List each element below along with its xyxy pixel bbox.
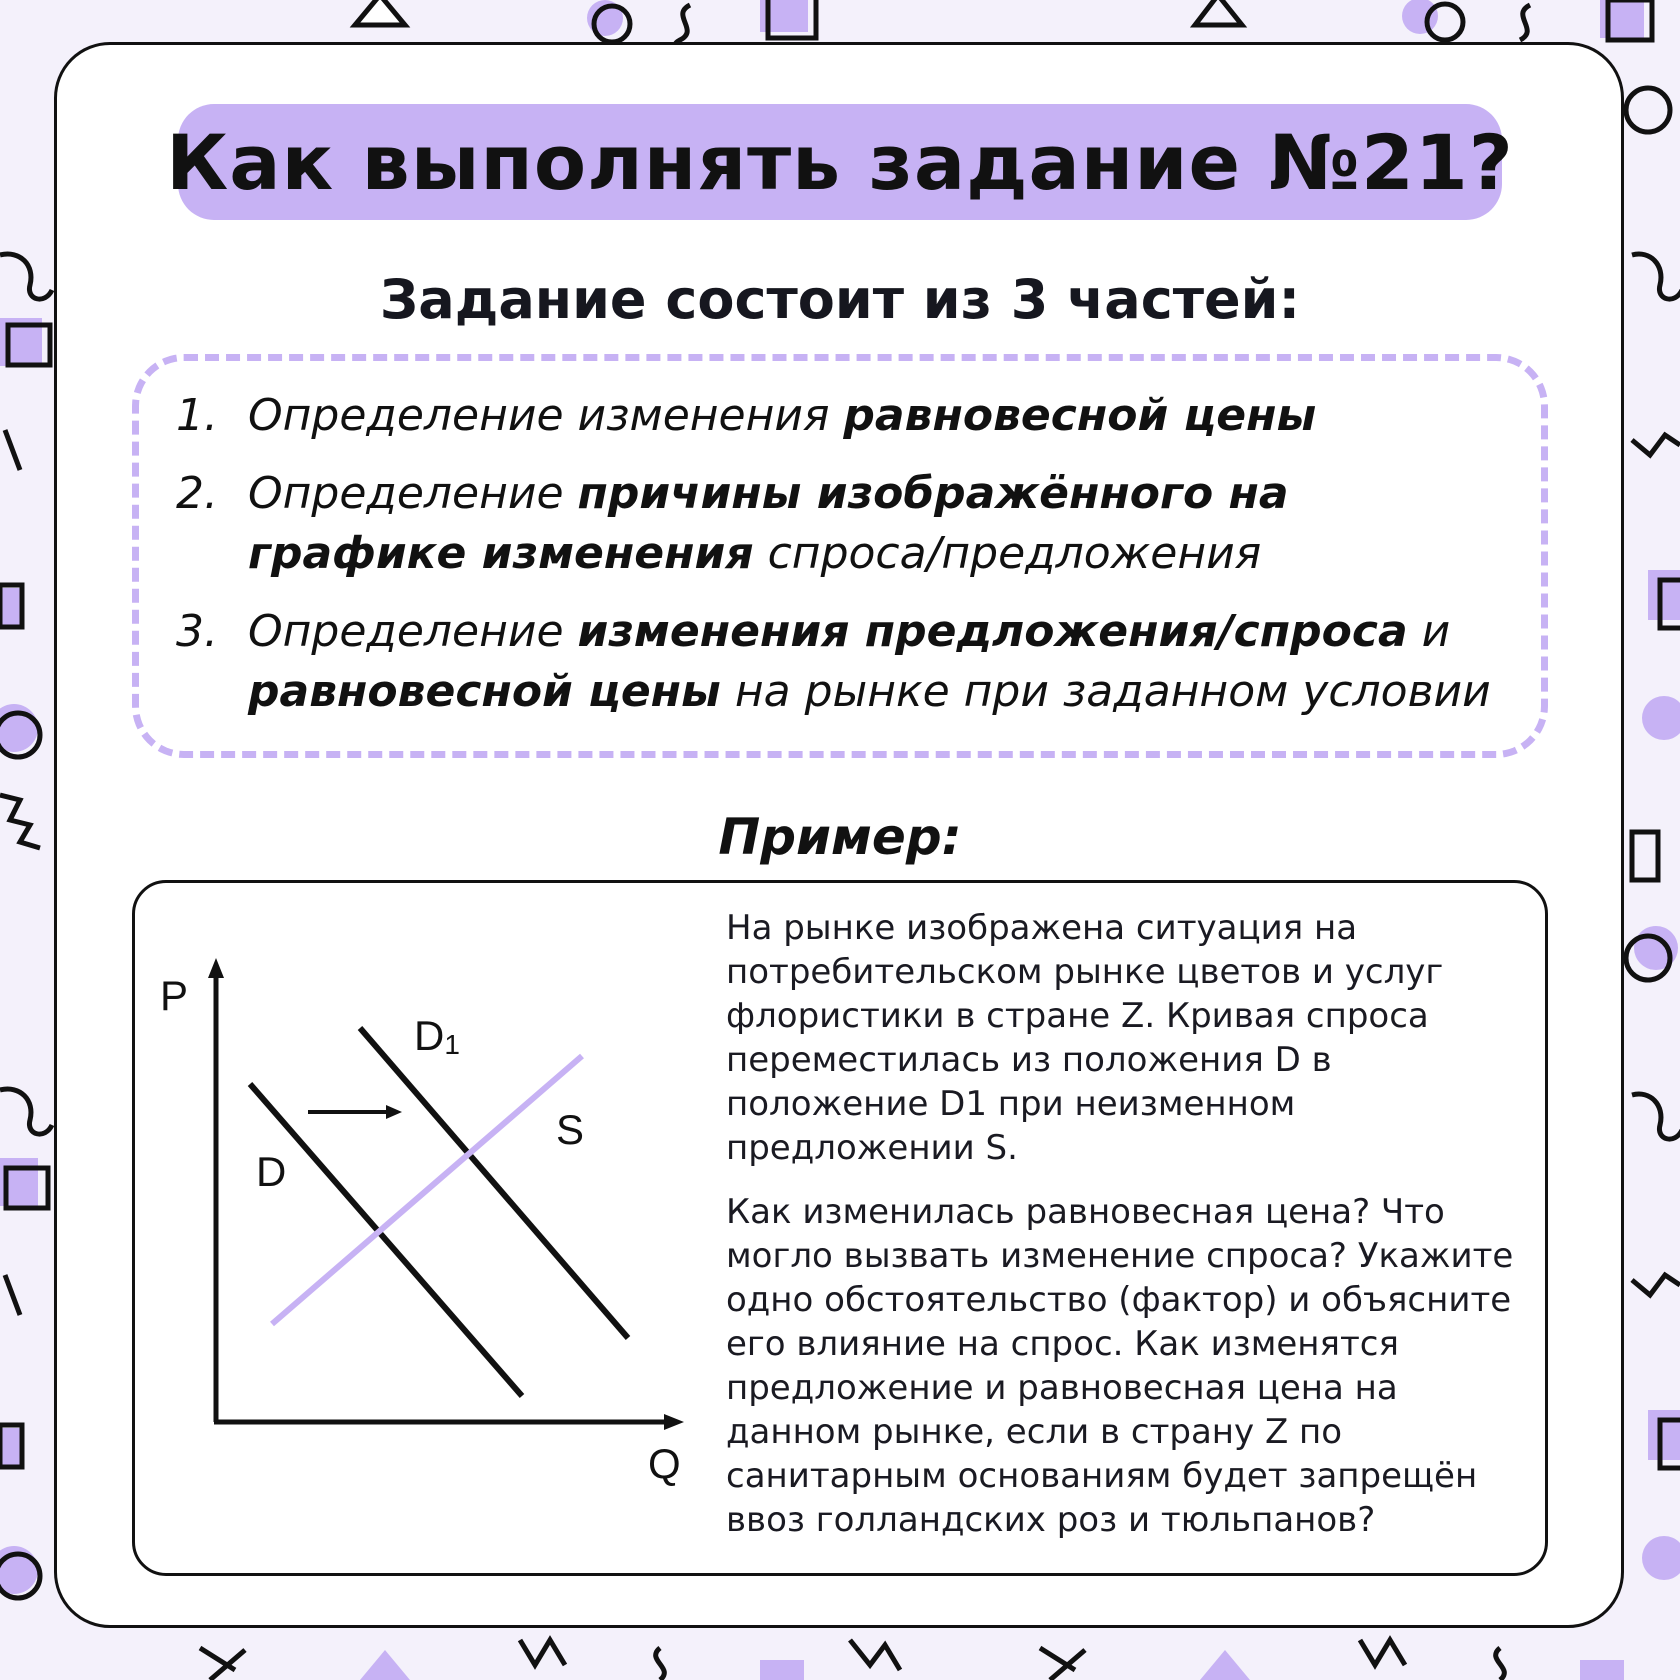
- part-number: 1.: [176, 390, 218, 441]
- part-text-bold: равновесной цены: [248, 666, 721, 717]
- x-axis-label: Q: [648, 1440, 681, 1487]
- demand-shifted-subscript: 1: [444, 1029, 460, 1060]
- demand-curve-d: [250, 1084, 522, 1396]
- part-item: [176, 386, 1516, 446]
- demand-curve-d1: [360, 1028, 628, 1338]
- part-text-regular: Определение изменения: [248, 390, 844, 441]
- part-text-bold: изменения предложения/спроса: [577, 606, 1408, 657]
- supply-label: S: [556, 1106, 585, 1153]
- part-text: [248, 464, 1516, 584]
- subtitle: Задание состоит из 3 частей:: [379, 268, 1301, 331]
- example-paragraph-1: На рынке изображена ситуация на потребительском рынке цветов и услуг флористики в стране Z. Кривая спроса переместилась из положения D в положение D1 при неизменном предложении S.: [726, 908, 1444, 1168]
- example-label: Пример:: [718, 808, 962, 866]
- parts-list: [176, 386, 1516, 740]
- part-text-regular: и: [1407, 606, 1451, 657]
- part-text-regular: спроса/предложения: [753, 528, 1262, 579]
- part-text-bold: равновесной цены: [843, 390, 1317, 441]
- part-text-regular: Определение: [248, 468, 578, 519]
- part-number: 2.: [176, 468, 218, 519]
- shift-arrow-head-icon: [386, 1105, 402, 1119]
- x-axis-arrow-icon: [664, 1414, 684, 1430]
- part-text-regular: Определение: [248, 606, 578, 657]
- part-item: [176, 602, 1516, 722]
- part-text-regular: на рынке при заданном условии: [720, 666, 1491, 717]
- part-text-bold: причины изображённого на графике изменения: [248, 468, 1289, 579]
- y-axis-arrow-icon: [208, 958, 224, 978]
- demand-shifted-label: [414, 1012, 460, 1060]
- part-text: [248, 602, 1516, 722]
- title-banner: [166, 104, 1514, 220]
- demand-supply-graph: [150, 950, 710, 1490]
- page-title: Как выполнять задание №21?: [166, 117, 1514, 207]
- y-axis-label: P: [160, 972, 189, 1019]
- demand-shifted-letter: D: [414, 1012, 445, 1059]
- example-text: [726, 906, 1526, 1562]
- demand-label: D: [256, 1148, 287, 1195]
- part-number: 3.: [176, 606, 218, 657]
- example-paragraph-2: Как изменилась равновесная цена? Что могло вызвать изменение спроса? Укажите одно обстоятельство (фактор) и объясните его влияние на спрос. Как изменятся предложение и равновесная цена на данном рынке, если в страну Z по санитарным основаниям будет запрещён ввоз голландских роз и тюльпанов?: [726, 1192, 1514, 1540]
- part-item: [176, 464, 1516, 584]
- part-text: [248, 386, 1516, 446]
